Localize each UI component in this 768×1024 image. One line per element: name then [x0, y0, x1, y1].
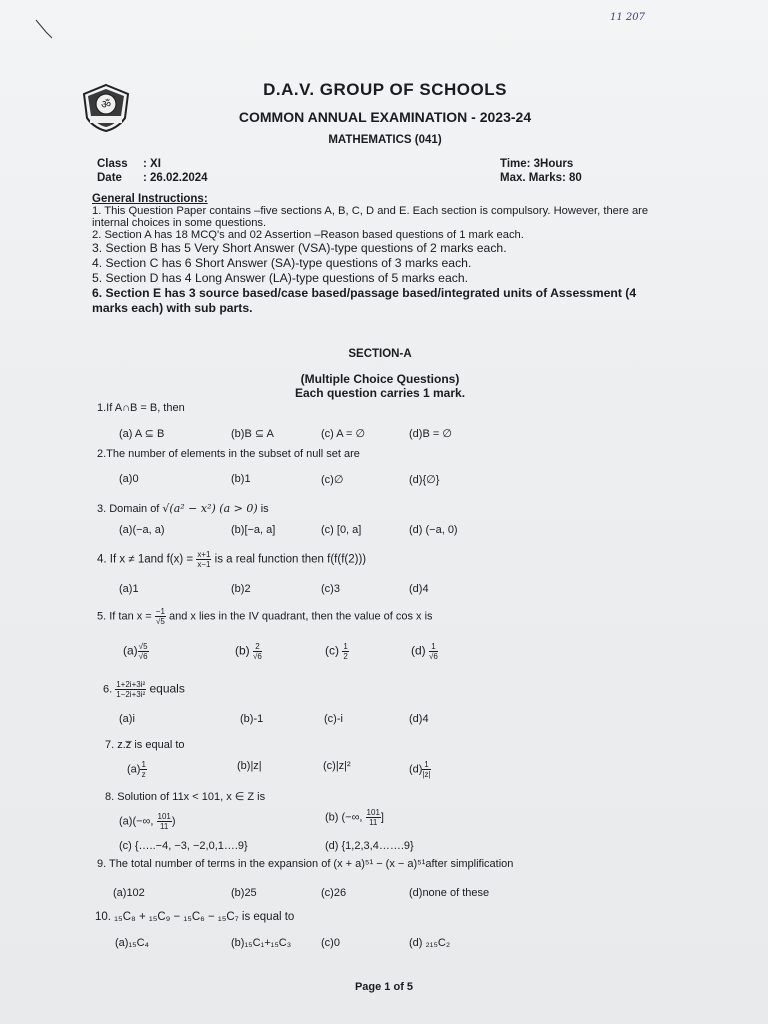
option-b: (b)-1: [240, 713, 264, 725]
numerator: 101: [157, 812, 171, 821]
numerator: 1: [429, 642, 438, 652]
denominator: x−1: [197, 560, 211, 569]
question-text: is: [257, 503, 269, 515]
denominator: √6: [253, 652, 262, 661]
option-prefix: (c): [325, 643, 343, 658]
option-b: (b)2: [231, 583, 251, 595]
option-d: [409, 760, 431, 779]
instruction-item: 5. Section D has 4 Long Answer (LA)-type questions of 5 marks each.: [92, 271, 468, 285]
question-text: 5. If tan x =: [97, 610, 155, 623]
fraction: [342, 642, 348, 661]
numerator: √5: [138, 642, 148, 651]
question-text: is a real function then f(f(f(2))): [211, 553, 367, 566]
question-8: 8. Solution of 11x < 101, x ∈ Z is: [105, 791, 266, 803]
option-a: (a)0: [119, 473, 139, 485]
school-name: D.A.V. GROUP OF SCHOOLS: [263, 80, 507, 99]
fraction: [157, 812, 172, 831]
question-3: [97, 502, 677, 515]
option-d: (d) {1,2,3,4…….9}: [325, 840, 414, 852]
math-expression: √(a² − x²) (a > 0): [162, 502, 258, 515]
instruction-item: 1. This Question Paper contains –five sections A, B, C, D and E. Each section is compulsory. However, there are internal choices in some questions.: [92, 205, 649, 229]
instructions-title: General Instructions:: [92, 193, 208, 205]
subject-title: MATHEMATICS (041): [328, 134, 442, 146]
option-prefix: (a): [127, 763, 141, 776]
option-prefix: (b): [235, 643, 253, 658]
section-heading: SECTION-A: [348, 348, 412, 360]
fraction: [138, 642, 149, 661]
option-c: (c)∅: [321, 474, 344, 486]
instruction-item: 6. Section E has 3 source based/case based/passage based/integrated units of Assessment (4 marks each) with sub parts.: [92, 286, 637, 315]
denominator: √6: [429, 652, 438, 661]
question-1: 1.If A∩B = B, then: [97, 402, 185, 414]
option-d: (d)4: [409, 713, 429, 725]
denominator: √6: [138, 652, 148, 661]
fraction: [196, 550, 211, 569]
fraction: [115, 680, 146, 699]
option-b: (b)1: [231, 473, 251, 485]
option-d: [411, 642, 438, 661]
numerator: −1: [155, 607, 165, 616]
numerator: 1: [141, 760, 146, 769]
fraction: [422, 760, 430, 779]
fraction: [429, 642, 438, 661]
pen-mark-icon: [34, 18, 54, 40]
date-label: Date: [97, 172, 122, 184]
option-a: [119, 812, 176, 831]
option-c: (c) A = ∅: [321, 428, 366, 440]
option-a: (a)₁₅C₄: [115, 937, 150, 949]
option-prefix: (b) (−∞,: [325, 811, 366, 824]
fraction: [253, 642, 262, 661]
question-text: 3. Domain of: [97, 503, 163, 515]
max-marks: Max. Marks: 80: [500, 172, 582, 184]
question-text: and x lies in the IV quadrant, then the value of cos x is: [165, 610, 433, 623]
numerator: 2: [253, 642, 262, 652]
denominator: 11: [160, 822, 169, 831]
denominator: 2: [343, 652, 348, 661]
option-suffix: ): [171, 815, 176, 828]
denominator: z: [141, 770, 146, 779]
option-b: (b)|z|: [237, 760, 262, 772]
fraction: [366, 808, 381, 827]
option-d: (d)4: [409, 583, 429, 595]
option-prefix: (a)(−∞,: [119, 815, 157, 828]
question-text: 6.: [103, 683, 116, 696]
option-d: (d){∅}: [409, 474, 440, 486]
question-text: 4. If x ≠ 1and f(x) =: [97, 553, 197, 566]
option-b: (b)B ⊆ A: [231, 428, 274, 440]
option-suffix: ]: [380, 811, 384, 824]
numerator: 101: [366, 808, 380, 817]
numerator: 1: [343, 642, 348, 651]
instruction-item: 2. Section A has 18 MCQ's and 02 Assertion –Reason based questions of 1 mark each.: [92, 229, 524, 241]
option-prefix: (d): [409, 763, 423, 776]
fraction: [140, 760, 146, 779]
option-b: (b)[−a, a]: [231, 524, 276, 536]
option-d: (d)none of these: [409, 887, 490, 899]
option-a: (a) A ⊆ B: [119, 428, 165, 440]
fraction: [155, 607, 166, 626]
option-c: (c)0: [321, 937, 340, 949]
numerator: x+1: [197, 550, 211, 559]
question-9: 9. The total number of terms in the expansion of (x + a)⁵¹ − (x − a)⁵¹after simplification: [97, 858, 514, 870]
denominator: 11: [369, 818, 378, 827]
denominator: 1−2i+3i²: [116, 690, 146, 699]
handwritten-note: 11 207: [610, 12, 645, 23]
option-d: (d) ₂₁₅C₂: [409, 937, 451, 949]
option-prefix: (a): [123, 643, 138, 658]
numerator: 1: [424, 760, 429, 769]
date-value: : 26.02.2024: [143, 172, 208, 184]
denominator: |z|: [422, 770, 431, 779]
option-a: (a)i: [119, 713, 135, 725]
question-5: [97, 607, 677, 626]
option-b: [235, 642, 262, 661]
class-date-block: [97, 157, 208, 185]
option-a: (a)(−a, a): [119, 524, 165, 536]
option-a: (a)102: [113, 887, 145, 899]
svg-text:ॐ: ॐ: [100, 98, 112, 111]
option-c: (c) {…..−4, −3, −2,0,1….9}: [119, 840, 248, 852]
section-subtitle: (Multiple Choice Questions): [300, 372, 460, 386]
numerator: 1+2i+3i²: [116, 680, 146, 689]
option-b: [325, 808, 384, 827]
option-d: (d) (−a, 0): [409, 524, 458, 536]
option-c: (c) [0, a]: [321, 524, 362, 536]
option-prefix: (d): [411, 643, 429, 658]
denominator: √5: [155, 617, 165, 626]
instruction-item: 3. Section B has 5 Very Short Answer (VSA)-type questions of 2 marks each.: [92, 241, 507, 255]
time-allowed: Time: 3Hours: [500, 158, 574, 170]
question-7: 7. z.z̅ is equal to: [105, 739, 185, 751]
option-c: (c)26: [321, 887, 347, 899]
option-a: [127, 760, 147, 779]
option-c: [325, 642, 349, 661]
class-label: Class: [97, 158, 128, 170]
question-4: [97, 550, 677, 569]
option-c: (c)3: [321, 583, 340, 595]
option-c: (c)|z|²: [323, 760, 351, 772]
option-b: (b)25: [231, 887, 257, 899]
option-a: [123, 642, 149, 661]
question-text: equals: [146, 681, 185, 696]
instruction-item: 4. Section C has 6 Short Answer (SA)-type questions of 3 marks each.: [92, 256, 472, 270]
question-6: [103, 680, 683, 699]
class-value: : XI: [143, 158, 161, 170]
time-marks-block: [500, 157, 582, 185]
option-c: (c)-i: [324, 713, 343, 725]
exam-title: COMMON ANNUAL EXAMINATION - 2023-24: [238, 109, 532, 125]
option-a: (a)1: [119, 583, 139, 595]
page-number: Page 1 of 5: [354, 981, 414, 993]
section-note: Each question carries 1 mark.: [294, 386, 466, 400]
question-10: 10. ₁₅C₈ + ₁₅C₉ − ₁₅C₆ − ₁₅C₇ is equal to: [95, 911, 295, 923]
school-logo-icon: [78, 82, 134, 134]
option-b: (b)₁₅C₁+₁₅C₃: [231, 937, 292, 949]
option-d: (d)B = ∅: [409, 428, 452, 440]
question-2: 2.The number of elements in the subset of null set are: [97, 448, 360, 460]
general-instructions: [92, 193, 652, 316]
